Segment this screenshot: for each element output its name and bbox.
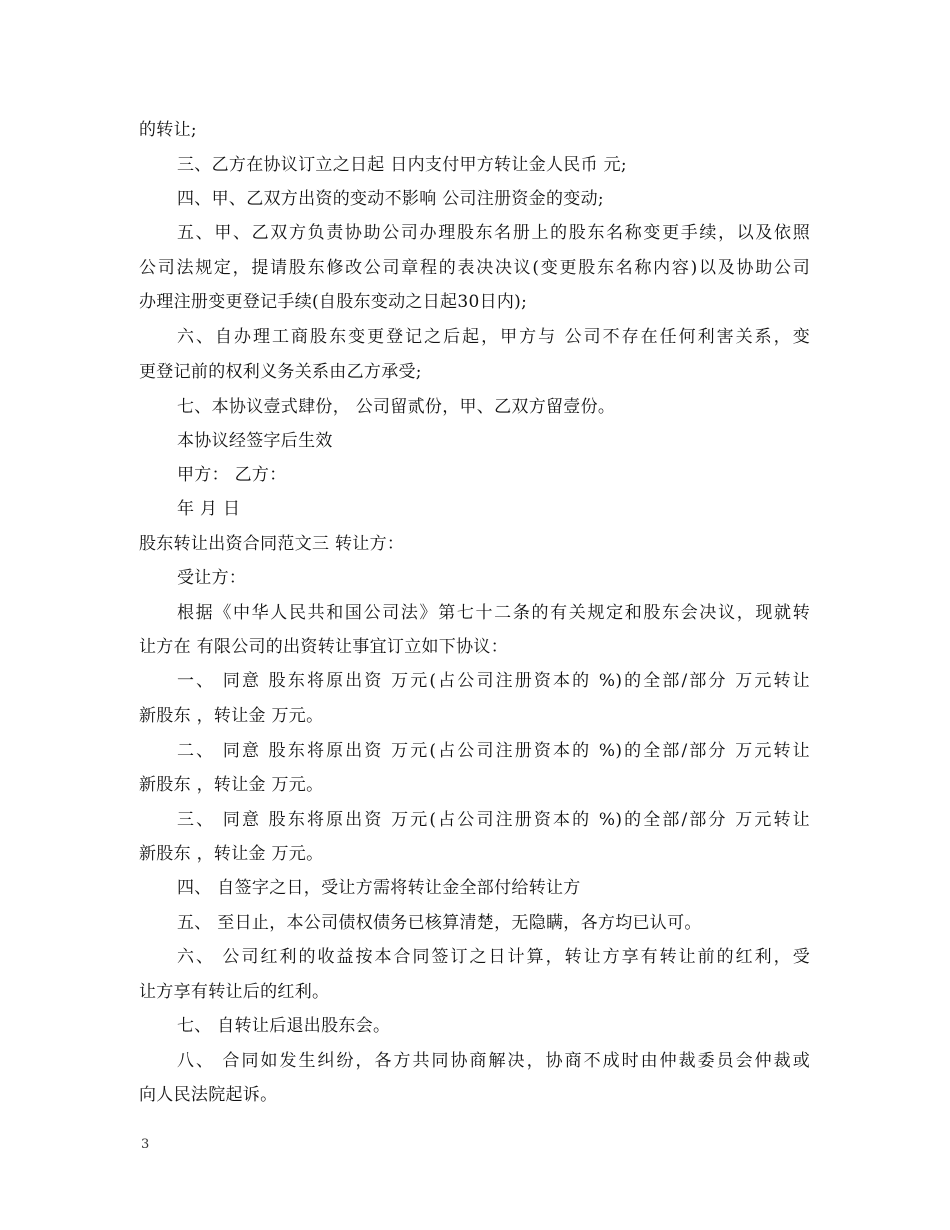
- text-line: 新股东 ，转让金 万元。: [139, 844, 324, 864]
- text-line: 七、本协议壹式肆份， 公司留贰份，甲、乙双方留壹份。: [177, 397, 616, 417]
- text-line: 四、 自签字之日，受让方需将转让金全部付给转让方: [177, 878, 581, 898]
- text-line: 五、甲、乙双方负责协助公司办理股东名册上的股东名称变更手续，以及依照: [177, 223, 810, 243]
- text-line: 八、 合同如发生纠纷，各方共同协商解决，协商不成时由仲裁委员会仲裁或: [177, 1051, 810, 1071]
- text-line: 向人民法院起诉。: [139, 1085, 278, 1105]
- text-line: 二、 同意 股东将原出资 万元(占公司注册资本的 %)的全部/部分 万元转让: [177, 741, 810, 761]
- text-line: 受让方：: [177, 568, 247, 588]
- text-line: 让方在 有限公司的出资转让事宜订立如下协议：: [139, 637, 509, 657]
- text-line: 三、乙方在协议订立之日起 日内支付甲方转让金人民币 元;: [177, 155, 627, 175]
- text-line: 一、 同意 股东将原出资 万元(占公司注册资本的 %)的全部/部分 万元转让: [177, 671, 810, 691]
- text-line: 本协议经签字后生效: [177, 431, 333, 451]
- text-line: 让方享有转让后的红利。: [139, 982, 330, 1002]
- text-line: 六、 公司红利的收益按本合同签订之日计算，转让方享有转让前的红利，受: [177, 947, 810, 967]
- section-heading: 股东转让出资合同范文三 转让方：: [139, 534, 405, 554]
- text-line: 七、 自转让后退出股东会。: [177, 1016, 391, 1036]
- text-line: 五、 至日止，本公司债权债务已核算清楚，无隐瞒，各方均已认可。: [177, 913, 702, 933]
- text-line: 公司法规定，提请股东修改公司章程的表决决议(变更股东名称内容)以及协助公司: [139, 258, 810, 278]
- text-line: 年 月 日: [177, 499, 241, 519]
- text-line: 办理注册变更登记手续(自股东变动之日起30日内);: [139, 292, 528, 312]
- text-line: 更登记前的权利义务关系由乙方承受;: [139, 362, 422, 382]
- text-line: 根据《中华人民共和国公司法》第七十二条的有关规定和股东会决议，现就转: [177, 603, 810, 623]
- page-number: 3: [141, 1137, 150, 1152]
- text-line: 的转让;: [139, 120, 197, 140]
- text-line: 新股东 ，转让金 万元。: [139, 706, 324, 726]
- text-line: 甲方： 乙方：: [177, 465, 287, 485]
- text-line: 六、自办理工商股东变更登记之后起，甲方与 公司不存在任何利害关系，变: [177, 327, 810, 347]
- text-line: 新股东 ，转让金 万元。: [139, 775, 324, 795]
- text-line: 四、甲、乙双方出资的变动不影响 公司注册资金的变动;: [177, 189, 604, 209]
- text-line: 三、 同意 股东将原出资 万元(占公司注册资本的 %)的全部/部分 万元转让: [177, 810, 810, 830]
